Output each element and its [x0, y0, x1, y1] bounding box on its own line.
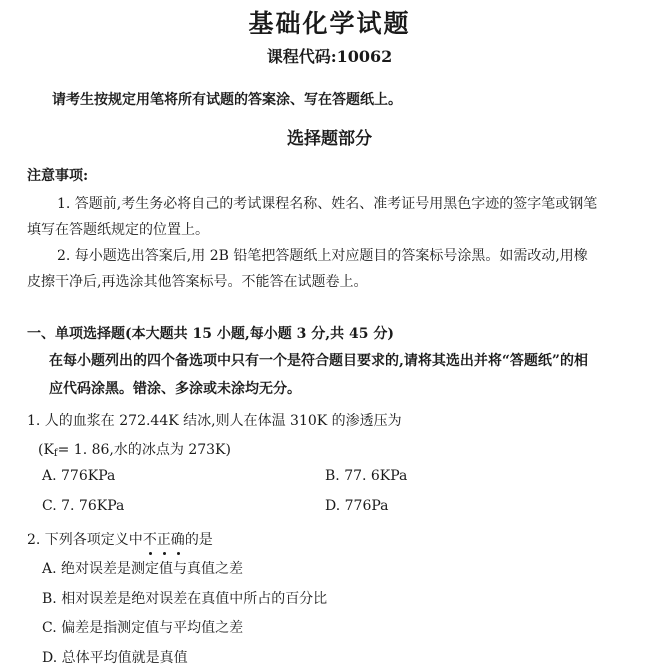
note-1-line-2: 填写在答题纸规定的位置上。 — [27, 222, 209, 238]
question-1-stem: 1. 人的血浆在 272.44K 结冰,则人在体温 310K 的渗透压为 — [27, 413, 402, 429]
emphasis-dot — [163, 552, 166, 555]
answer-instruction: 请考生按规定用笔将所有试题的答案涂、写在答题纸上。 — [52, 92, 402, 108]
section-title: 选择题部分 — [287, 129, 372, 149]
part-1-desc-line-2: 应代码涂黑。错涂、多涂或未涂均无分。 — [49, 381, 301, 397]
emphasis-dot — [177, 552, 180, 555]
condition-subscript: f — [53, 448, 58, 459]
question-1-option-a: A. 776KPa — [42, 468, 116, 484]
emphasis-text: 不正确 — [142, 532, 185, 548]
notes-heading: 注意事项: — [27, 168, 89, 184]
condition-k-symbol: (K — [38, 442, 54, 458]
question-2-option-d: D. 总体平均值就是真值 — [42, 650, 188, 666]
note-2-line-2: 皮擦干净后,再选涂其他答案标号。不能答在试题卷上。 — [27, 274, 368, 290]
note-1-line-1: 1. 答题前,考生务必将自己的考试课程名称、姓名、准考证号用黑色字迹的签字笔或钢笔 — [57, 196, 598, 212]
exam-title: 基础化学试题 — [248, 9, 411, 38]
question-2-option-a: A. 绝对误差是测定值与真值之差 — [42, 561, 244, 577]
question-2-stem — [27, 529, 213, 549]
emphasis-not-correct — [143, 532, 185, 548]
question-2-option-c: C. 偏差是指测定值与平均值之差 — [42, 620, 244, 636]
question-1-option-b: B. 77. 6KPa — [325, 468, 408, 484]
part-1-heading: 一、单项选择题(本大题共 15 小题,每小题 3 分,共 45 分) — [27, 326, 394, 342]
question-2-stem-before: 2. 下列各项定义中 — [27, 532, 143, 548]
question-2-stem-after: 的是 — [184, 532, 213, 548]
part-1-desc-line-1: 在每小题列出的四个备选项中只有一个是符合题目要求的,请将其选出并将“答题纸”的相 — [49, 353, 588, 369]
course-code: 课程代码:10062 — [266, 47, 393, 66]
note-2-line-1: 2. 每小题选出答案后,用 2B 铅笔把答题纸上对应题目的答案标号涂黑。如需改动,用橡 — [57, 248, 588, 264]
question-1-option-c: C. 7. 76KPa — [42, 498, 125, 514]
emphasis-dot — [149, 552, 152, 555]
question-2-option-b: B. 相对误差是绝对误差在真值中所占的百分比 — [42, 591, 328, 607]
question-1-option-d: D. 776Pa — [325, 498, 389, 514]
question-1-condition — [38, 439, 231, 459]
condition-text: = 1. 86,水的冰点为 273K) — [57, 442, 231, 458]
